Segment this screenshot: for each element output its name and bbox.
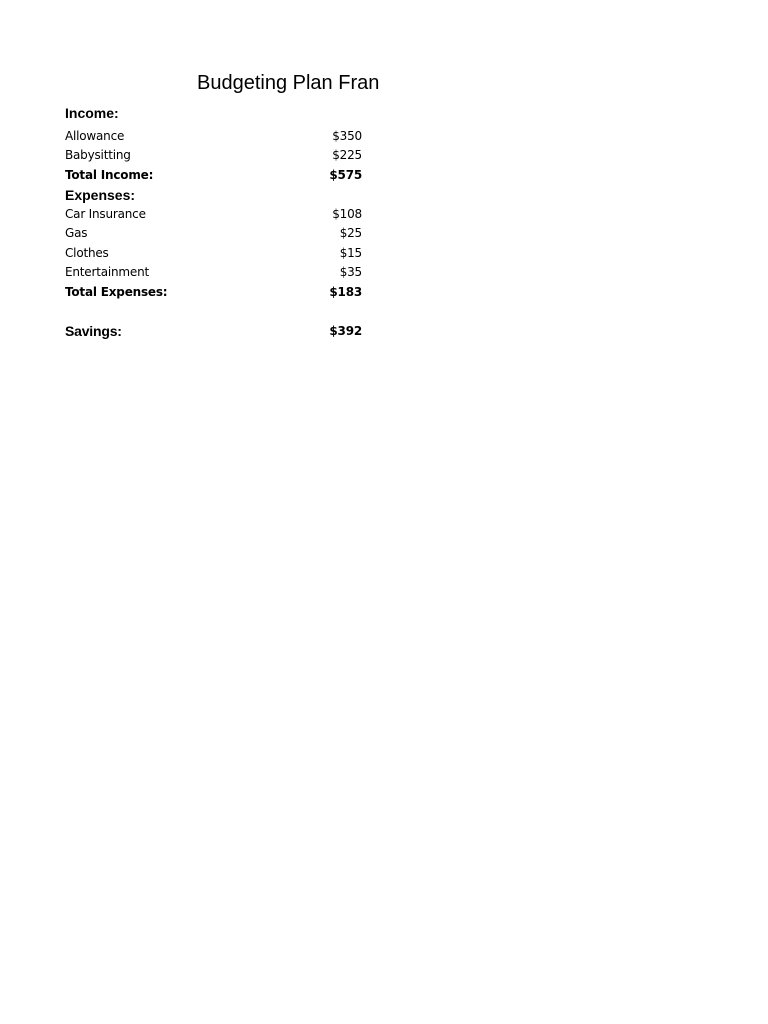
row-amount: $350 xyxy=(332,129,362,143)
expense-row-gas xyxy=(65,224,362,242)
total-income-amount: $575 xyxy=(329,168,362,182)
expenses-heading: Expenses: xyxy=(65,187,136,203)
savings-row xyxy=(65,322,362,340)
total-expenses-row xyxy=(65,283,362,301)
row-amount: $108 xyxy=(332,207,362,221)
expense-row-clothes xyxy=(65,244,362,262)
expense-row-car-insurance xyxy=(65,205,362,223)
row-label: Babysitting xyxy=(65,148,131,162)
income-heading: Income: xyxy=(65,105,119,121)
page-title: Budgeting Plan Fran xyxy=(197,72,380,94)
row-label: Allowance xyxy=(65,129,125,143)
income-row-babysitting xyxy=(65,146,362,164)
row-amount: $225 xyxy=(332,148,362,162)
expense-row-entertainment xyxy=(65,263,362,281)
row-amount: $35 xyxy=(339,265,362,279)
income-row-allowance xyxy=(65,127,362,145)
row-label: Entertainment xyxy=(65,265,149,279)
total-expenses-label: Total Expenses: xyxy=(65,285,168,299)
savings-label: Savings: xyxy=(65,323,122,339)
savings-amount: $392 xyxy=(329,324,362,338)
total-expenses-amount: $183 xyxy=(329,285,362,299)
row-amount: $25 xyxy=(339,226,362,240)
row-amount: $15 xyxy=(339,246,362,260)
total-income-label: Total Income: xyxy=(65,168,154,182)
row-label: Gas xyxy=(65,226,88,240)
total-income-row xyxy=(65,166,362,184)
row-label: Car Insurance xyxy=(65,207,146,221)
row-label: Clothes xyxy=(65,246,109,260)
